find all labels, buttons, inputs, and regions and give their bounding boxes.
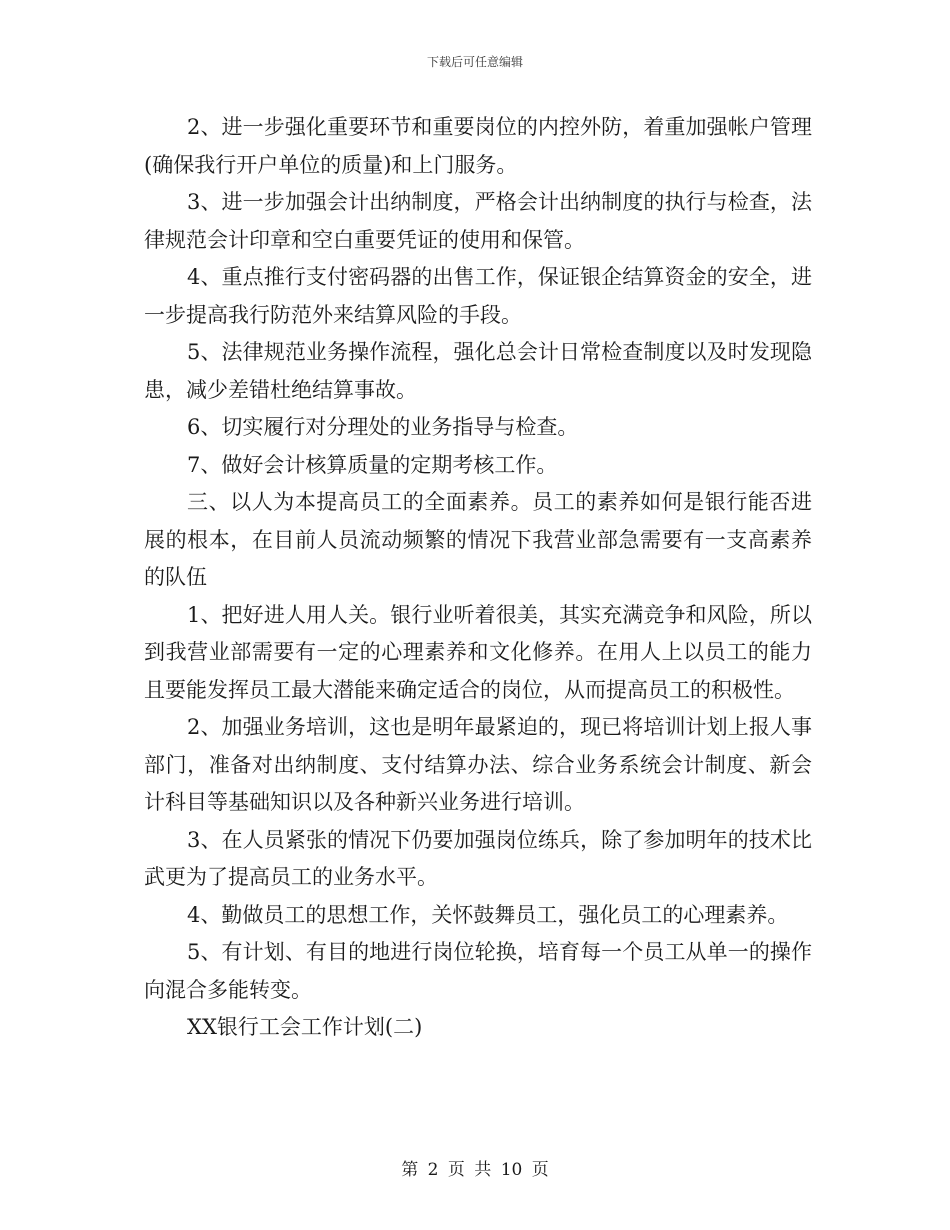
document-body [144,109,812,1047]
paragraph: 2、加强业务培训，这也是明年最紧迫的，现已将培训计划上报人事部门，准备对出纳制度、支付结算办法、综合业务系统会计制度、新会计科目等基础知识以及各种新兴业务进行培训。 [144,715,812,814]
paragraph: 4、重点推行支付密码器的出售工作，保证银企结算资金的安全，进一步提高我行防范外来结算风险的手段。 [144,265,812,327]
paragraph: 5、法律规范业务操作流程，强化总会计日常检查制度以及时发现隐患，减少差错杜绝结算事故。 [144,340,812,402]
paragraph: 3、进一步加强会计出纳制度，严格会计出纳制度的执行与检查，法律规范会计印章和空白重要凭证的使用和保管。 [144,190,812,252]
paragraph: 4、勤做员工的思想工作，关怀鼓舞员工，强化员工的心理素养。 [187,902,789,927]
paragraph: 3、在人员紧张的情况下仍要加强岗位练兵，除了参加明年的技术比武更为了提高员工的业务水平。 [144,827,812,889]
paragraph: 6、切实履行对分理处的业务指导与检查。 [187,415,579,439]
page-header: 下载后可任意编辑 [426,55,523,69]
paragraph: 7、做好会计核算质量的定期考核工作。 [187,452,558,477]
paragraph: 5、有计划、有目的地进行岗位轮换，培育每一个员工从单一的操作向混合多能转变。 [144,940,812,1002]
page-footer: 第 2 页 共 10 页 [401,1160,549,1180]
paragraph: 2、进一步强化重要环节和重要岗位的内控外防，着重加强帐户管理(确保我行开户单位的质量)和上门服务。 [144,115,812,177]
section-title: XX银行工会工作计划(二) [187,1015,423,1039]
paragraph: 1、把好进人用人关。银行业听着很美，其实充满竞争和风险，所以到我营业部需要有一定的心理素养和文化修养。在用人上以员工的能力且要能发挥员工最大潜能来确定适合的岗位，从而提高员工的积极性。 [144,602,812,702]
section-paragraph: 三、以人为本提高员工的全面素养。员工的素养如何是银行能否进展的根本，在目前人员流动频繁的情况下我营业部急需要有一支高素养的队伍 [144,490,812,589]
